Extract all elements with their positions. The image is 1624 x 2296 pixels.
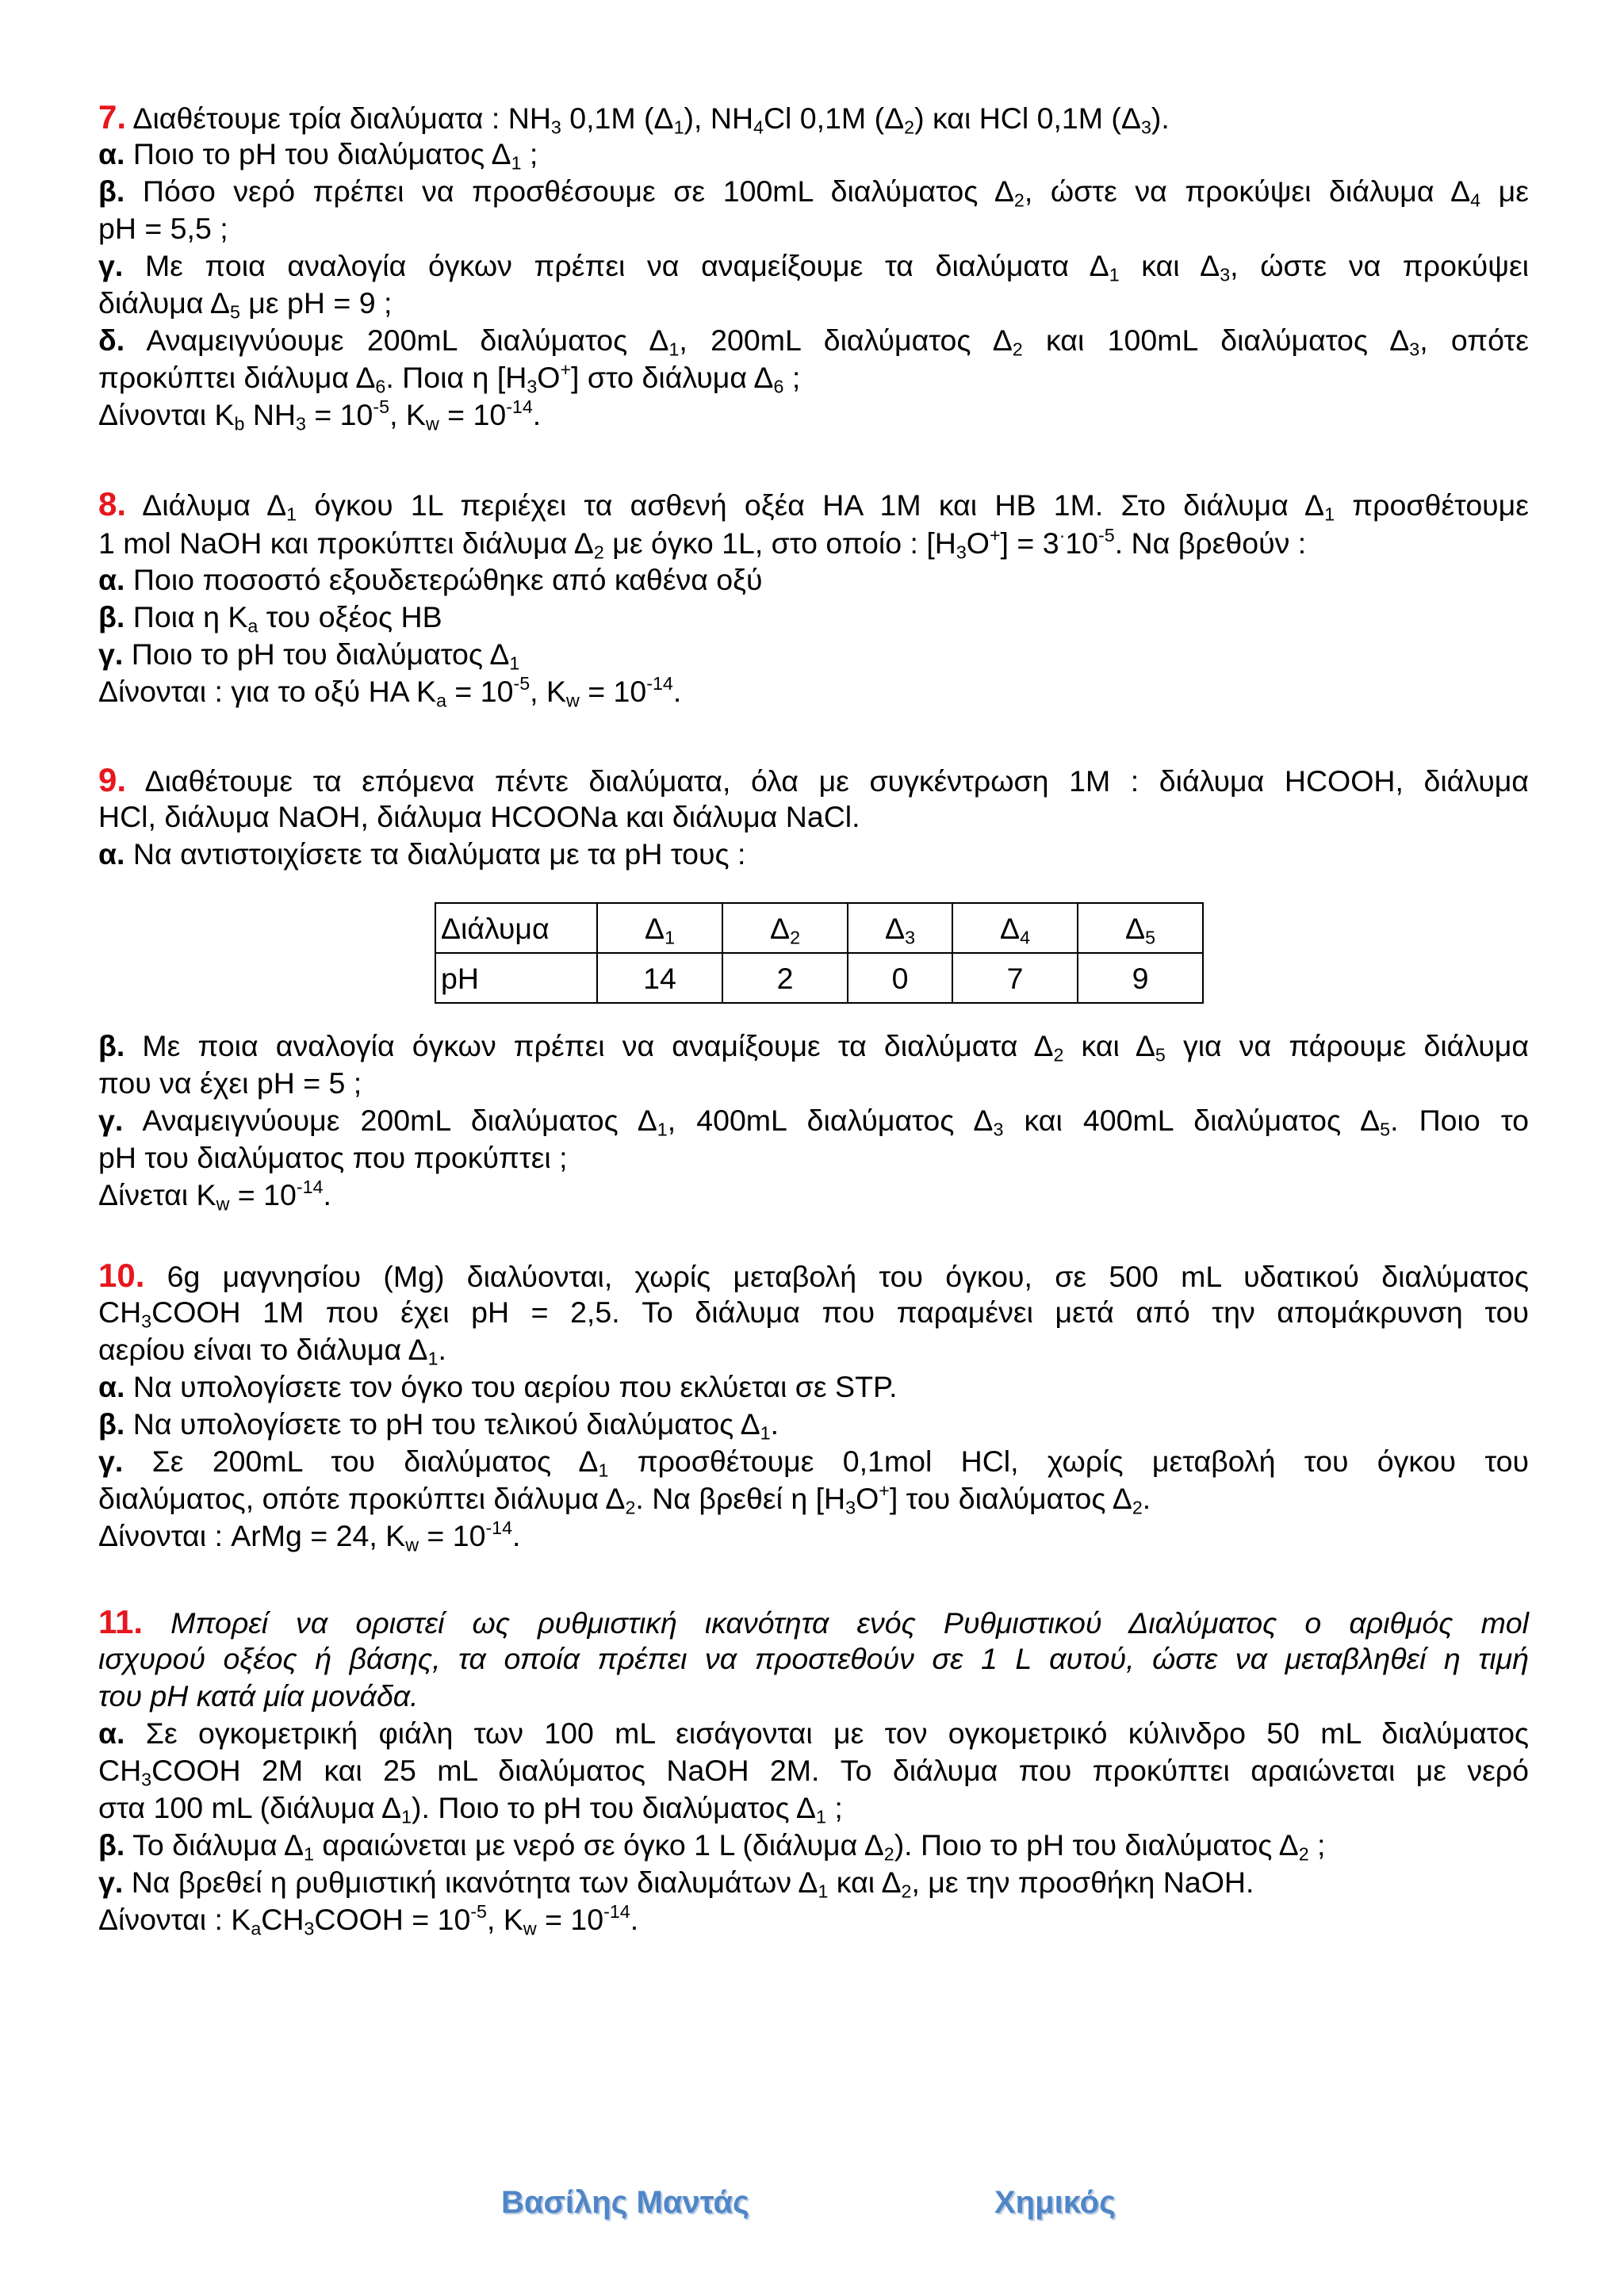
subscript: 4 — [1470, 189, 1481, 211]
subscript: 3 — [550, 117, 561, 138]
given-data: Δίνονται : για το οξύ HA $K_a = 10^{-5}$, $K_w = 10^{-14}$. — [98, 672, 682, 711]
question-text: Αναμειγνύουμε 200mL διαλύματος $\Delta_1$, 200mL διαλύματος $\Delta_2$ και 100mL διαλύματος $\Delta_3$, οπότε — [146, 323, 1529, 360]
table-header-cell: Διάλυμα — [435, 903, 597, 953]
superscript: -5 — [513, 672, 530, 694]
question-a-cont: στα 100 mL (διάλυμα $\Delta_1$). Ποιο το pH του διαλύματος $\Delta_1$ ; — [98, 1791, 843, 1827]
subscript: 1 — [509, 652, 520, 674]
question-text: Σε 200mL του διαλύματος $\Delta_1$ προσθέτουμε 0,1mol HCl, χωρίς μεταβολή του όγκου του — [151, 1445, 1529, 1481]
subscript: 1 — [1324, 503, 1335, 525]
superscript: -5 — [470, 1900, 487, 1922]
question-d — [98, 322, 1529, 359]
question-c — [98, 1864, 1529, 1901]
question-text: Αναμειγνύουμε 200mL διαλύματος $\Delta_1$, 400mL διαλύματος $\Delta_3$ και 400mL διαλύματος $\Delta_5$. Ποιο το — [142, 1104, 1529, 1140]
subscript: 1 — [818, 1881, 829, 1902]
question-a — [98, 1715, 1529, 1752]
subscript: 2 — [1132, 1497, 1143, 1518]
problem-text-cont: ισχυρού οξέος ή βάσης, τα οποία πρέπει να προστεθούν σε 1 L αυτού, ώστε να μεταβληθεί η τιμή — [98, 1642, 1529, 1675]
question-label: α. — [98, 837, 125, 871]
subscript: 6 — [773, 376, 784, 397]
question-text: Να αντιστοιχίσετε τα διαλύματα με τα pH τους : — [132, 837, 746, 871]
question-c — [98, 1102, 1529, 1139]
problem-text: Διαθέτουμε τα επόμενα πέντε διαλύματα, όλα με συγκέντρωση 1M : διάλυμα HCOOH, διάλυμα — [144, 764, 1529, 798]
question-text: Πόσο νερό πρέπει να προσθέσουμε σε 100mL διαλύματος $\Delta_2$, ώστε να προκύψει διάλυμα $\Delta_4$ με — [142, 174, 1529, 211]
problem-9-continued — [98, 1027, 1529, 1214]
problem-text: Μπορεί να οριστεί ως ρυθμιστική ικανότητα ενός Ρυθμιστικού Διαλύματος ο αριθμός mol — [170, 1606, 1529, 1640]
problem-text-cont: HCl, διάλυμα NaOH, διάλυμα HCOONa και διάλυμα NaCl. — [98, 800, 860, 833]
subscript: 3 — [527, 376, 538, 397]
subscript: 1 — [401, 1806, 412, 1827]
question-a — [98, 136, 1529, 173]
given-data: Δίνονται : $K_aCH_3COOH = 10^{-5}$, $K_w = 10^{-14}$. — [98, 1900, 639, 1939]
question-d-cont: προκύπτει διάλυμα $\Delta_6$. Ποια η $[H_3O^+]$ στο διάλυμα $\Delta_6$ ; — [98, 358, 801, 397]
question-c — [98, 1443, 1529, 1480]
problem-text: Διάλυμα $\Delta_1$ όγκου 1L περιέχει τα ασθενή οξέα HA 1M και HB 1M. Στο διάλυμα $\Delta_1$ προσθέτουμε — [142, 488, 1530, 525]
subscript: 3 — [905, 927, 915, 947]
superscript: -14 — [296, 1176, 324, 1197]
problem-text-cont: του pH κατά μία μονάδα. — [98, 1679, 419, 1712]
subscript: 2 — [883, 1843, 894, 1865]
superscript: + — [560, 358, 572, 380]
table-cell: 2 — [722, 953, 848, 1003]
subscript: 3 — [845, 1497, 856, 1518]
question-a — [98, 836, 1529, 873]
subscript: 1 — [286, 503, 297, 525]
subscript: 1 — [657, 1119, 668, 1140]
superscript: -14 — [485, 1517, 513, 1538]
problem-11-intro — [98, 1603, 1529, 1640]
superscript: -14 — [506, 396, 533, 417]
subscript: 2 — [1013, 189, 1025, 211]
question-c-cont: pH του διαλύματος που προκύπτει ; — [98, 1141, 568, 1174]
subscript: 3 — [1220, 264, 1231, 285]
subscript: 3 — [304, 1918, 315, 1939]
question-c-cont: διάλυμα $\Delta_5$ με pH = 9 ; — [98, 286, 393, 323]
table-header-cell: $\Delta_1$ — [597, 903, 722, 953]
problem-text-cont: αερίου είναι το διάλυμα $\Delta_1$. — [98, 1333, 446, 1369]
subscript: 1 — [511, 152, 522, 174]
question-label: γ. — [98, 249, 124, 282]
question-text: Ποιο το pH του διαλύματος $\Delta_1$ ; — [132, 137, 538, 174]
problem-8-intro — [98, 485, 1530, 525]
question-label: β. — [98, 600, 125, 633]
subscript: w — [566, 690, 580, 711]
subscript: 2 — [790, 927, 800, 947]
question-b — [98, 1827, 1529, 1864]
question-label: α. — [98, 563, 125, 596]
question-text: Να υπολογίσετε τον όγκο του αερίου που εκλύεται σε STP. — [132, 1370, 898, 1403]
question-b — [98, 173, 1529, 210]
subscript: 1 — [427, 1348, 439, 1369]
question-label: β. — [98, 174, 125, 208]
subscript: 6 — [375, 376, 386, 397]
subscript: a — [436, 690, 446, 711]
superscript: + — [879, 1479, 890, 1501]
question-a-cont: $CH_3COOH$ 2M και 25 mL διαλύματος NaOH 2M. Το διάλυμα που προκύπτει αραιώνεται με νερό — [98, 1754, 1529, 1790]
subscript: b — [234, 413, 245, 434]
subscript: 2 — [625, 1497, 636, 1518]
question-a — [98, 1368, 1529, 1406]
question-label: α. — [98, 1370, 125, 1403]
question-text: Με ποια αναλογία όγκων πρέπει να αναμείξουμε τα διαλύματα $\Delta_1$ και $\Delta_3$, ώστε να προκύψει — [144, 249, 1529, 285]
subscript: 1 — [1109, 264, 1120, 285]
subscript: w — [425, 413, 439, 434]
subscript: 2 — [1298, 1843, 1309, 1865]
subscript: 1 — [598, 1460, 609, 1481]
question-c — [98, 636, 1529, 673]
question-text: Το διάλυμα $\Delta_1$ αραιώνεται με νερό σε όγκο 1 L (διάλυμα $\Delta_2$). Ποιο το pH του διαλύματος $\Delta_2$ ; — [132, 1828, 1326, 1865]
dot-operator: · — [1059, 524, 1066, 545]
subscript: w — [523, 1918, 537, 1939]
question-label: γ. — [98, 1445, 124, 1478]
subscript: 2 — [1053, 1044, 1064, 1066]
table-row — [435, 953, 1203, 1003]
subscript: 4 — [753, 117, 764, 138]
problem-number: 9. — [98, 761, 127, 798]
superscript: -14 — [646, 672, 673, 694]
problem-10-intro — [98, 1257, 1529, 1294]
subscript: 2 — [593, 541, 604, 563]
question-label: β. — [98, 1828, 125, 1862]
question-b — [98, 599, 1529, 636]
superscript: -5 — [373, 396, 390, 417]
question-label: β. — [98, 1407, 125, 1441]
subscript: 2 — [901, 1881, 912, 1902]
table-cell: 9 — [1078, 953, 1203, 1003]
subscript: 5 — [229, 301, 240, 323]
subscript: 1 — [668, 339, 680, 360]
problem-number: 10. — [98, 1257, 145, 1294]
given-data: Δίνεται $K_w = 10^{-14}$. — [98, 1176, 331, 1215]
problem-text-cont: $CH_3COOH$ 1M που έχει pH = 2,5. Το διάλυμα που παραμένει μετά από την απομάκρυνση του — [98, 1295, 1529, 1332]
question-label: γ. — [98, 637, 124, 671]
page-footer — [0, 2184, 1624, 2232]
question-label: β. — [98, 1029, 125, 1062]
superscript: -5 — [1098, 524, 1115, 545]
ph-table — [435, 902, 1204, 1004]
table-header-cell: $\Delta_4$ — [952, 903, 1078, 953]
subscript: 1 — [760, 1422, 771, 1444]
footer-role: Χημικός — [994, 2185, 1116, 2220]
table-cell: pH — [435, 953, 597, 1003]
question-label: γ. — [98, 1104, 124, 1137]
table-header-cell: $\Delta_2$ — [722, 903, 848, 953]
subscript: 2 — [1012, 339, 1023, 360]
subscript: w — [405, 1534, 419, 1556]
question-text: Να βρεθεί η ρυθμιστική ικανότητα των διαλυμάτων $\Delta_1$ και $\Delta_2$, με την προσθήκη NaOH. — [131, 1866, 1254, 1902]
problem-8 — [98, 485, 1529, 710]
subscript: 1 — [665, 927, 675, 947]
question-label: δ. — [98, 323, 125, 357]
subscript: 3 — [141, 1769, 152, 1790]
subscript: 1 — [673, 117, 684, 138]
question-a — [98, 561, 1529, 599]
question-label: γ. — [98, 1866, 124, 1899]
subscript: 5 — [1380, 1119, 1391, 1140]
question-text: Ποιο ποσοστό εξουδετερώθηκε από καθένα οξύ — [132, 563, 763, 596]
given-data: Δίνονται : ArMg = 24, $K_w = 10^{-14}$. — [98, 1517, 521, 1556]
subscript: a — [251, 1918, 262, 1939]
subscript: 5 — [1155, 1044, 1166, 1066]
problem-text: Διαθέτουμε τρία διαλύματα : $NH_3$ 0,1M $(\Delta_1)$, $NH_4Cl$ 0,1M $(\Delta_2)$ και HCl 0,1M $(\Delta_3)$. — [132, 101, 1170, 138]
subscript: 4 — [1020, 927, 1030, 947]
table-header-cell: $\Delta_3$ — [848, 903, 952, 953]
question-text: Να υπολογίσετε το pH του τελικού διαλύματος $\Delta_1$. — [132, 1407, 779, 1444]
table-cell: 14 — [597, 953, 722, 1003]
question-b — [98, 1027, 1529, 1065]
question-c — [98, 247, 1529, 285]
problem-number: 11. — [98, 1603, 144, 1640]
subscript: 3 — [141, 1311, 152, 1332]
question-label: α. — [98, 1716, 125, 1750]
problem-9 — [98, 761, 1529, 873]
subscript: a — [247, 615, 259, 637]
subscript: 3 — [1409, 339, 1420, 360]
question-text: Με ποια αναλογία όγκων πρέπει να αναμίξουμε τα διαλύματα $\Delta_2$ και $\Delta_5$ για να πάρουμε διάλυμα — [142, 1029, 1530, 1066]
question-b — [98, 1406, 1529, 1443]
question-b-cont: pH = 5,5 ; — [98, 212, 228, 245]
question-b-cont: που να έχει pH = 5 ; — [98, 1066, 362, 1100]
table-row — [435, 903, 1203, 953]
problem-9-intro — [98, 761, 1529, 798]
problem-number: 8. — [98, 485, 127, 522]
problem-7 — [98, 98, 1529, 434]
problem-7-intro — [98, 98, 1529, 136]
problem-11 — [98, 1603, 1529, 1938]
table-header-cell: $\Delta_5$ — [1078, 903, 1203, 953]
question-c-cont: διαλύματος, οπότε προκύπτει διάλυμα $\Delta_2$. Να βρεθεί η $[H_3O^+]$ του διαλύματος $\Delta_2$. — [98, 1479, 1151, 1518]
table-cell: 0 — [848, 953, 952, 1003]
subscript: 3 — [296, 413, 306, 434]
subscript: 3 — [1140, 117, 1151, 138]
footer-author: Βασίλης Μαντάς — [501, 2185, 749, 2220]
subscript: 1 — [304, 1843, 314, 1865]
problem-10 — [98, 1257, 1529, 1555]
question-text: Ποιο το pH του διαλύματος $\Delta_1$ — [131, 637, 520, 674]
subscript: 5 — [1145, 927, 1155, 947]
superscript: + — [989, 524, 1001, 545]
subscript: 3 — [993, 1119, 1004, 1140]
problem-text: 6g μαγνησίου (Mg) διαλύονται, χωρίς μεταβολή του όγκου, σε 500 mL υδατικού διαλύματος — [167, 1260, 1529, 1293]
subscript: 3 — [956, 541, 967, 563]
subscript: 2 — [904, 117, 915, 138]
subscript: 1 — [816, 1806, 826, 1827]
subscript: w — [216, 1193, 230, 1215]
given-data: Δίνονται $K_b$ $NH_3 = 10^{-5}$, $K_w = 10^{-14}$. — [98, 396, 542, 434]
problem-number: 7. — [98, 98, 127, 136]
question-label: α. — [98, 137, 125, 170]
problem-text-cont: 1 mol NaOH και προκύπτει διάλυμα $\Delta_2$ με όγκο 1L, στο οποίο : $[H_3O^+] = 3^\cdot 10^{-5}$. Να βρεθούν : — [98, 524, 1307, 563]
table-cell: 7 — [952, 953, 1078, 1003]
question-text: Ποια η $K_a$ του οξέος HB — [132, 600, 442, 637]
question-text: Σε ογκομετρική φιάλη των 100 mL εισάγονται με τον ογκομετρικό κύλινδρο 50 mL διαλύματος — [145, 1716, 1530, 1750]
superscript: -14 — [603, 1900, 630, 1922]
